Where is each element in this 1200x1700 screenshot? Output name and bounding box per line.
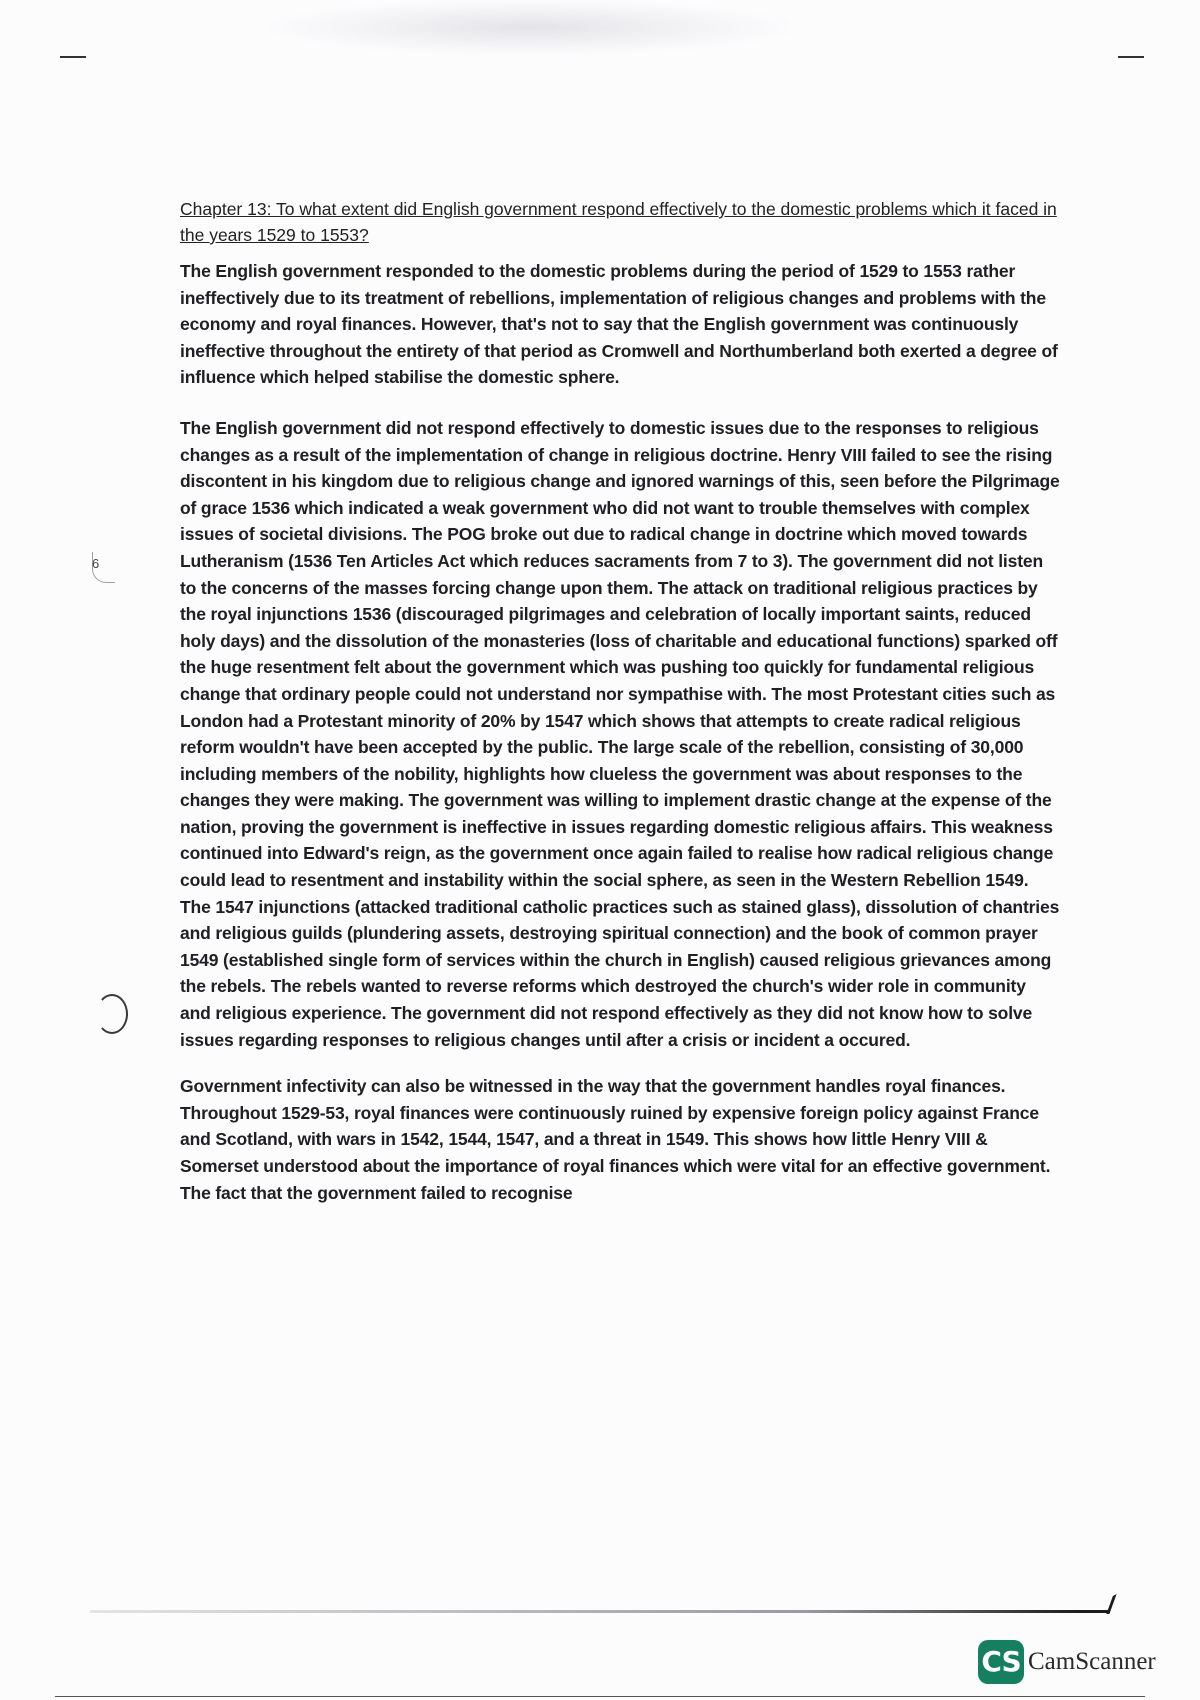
margin-note: 6	[92, 556, 100, 571]
crop-mark-left	[60, 56, 86, 58]
margin-circle-mark	[96, 994, 128, 1034]
camscanner-logo-icon: CS	[978, 1640, 1024, 1684]
crop-mark-right	[1118, 56, 1144, 58]
paragraph-religion: The English government did not respond effectively to domestic issues due to the responses to religious changes as a result of the implementation of change in religious doctrine. Henry VIII failed to see the rising discontent in his kingdom due to religious change and ignored warnings of this, seen before the Pilgrimage of grace 1536 which indicated a weak government who did not want to trouble themselves with complex issues of societal divisions. The POG broke out due to radical change in doctrine which moved towards Lutheranism (1536 Ten Articles Act which reduces sacraments from 7 to 3). The government did not listen to the concerns of the masses forcing change upon them. The attack on traditional religious practices by the royal injunctions 1536 (discouraged pilgrimages and celebration of locally important saints, reduced holy days) and the dissolution of the monasteries (loss of charitable and educational functions) sparked off the huge resentment felt about the government which was pushing too quickly for fundamental religious change that ordinary people could not understand nor sympathise with. The most Protestant cities such as London had a Protestant minority of 20% by 1547 which shows that attempts to create radical religious reform wouldn't have been accepted by the public. The large scale of the rebellion, consisting of 30,000 including members of the nobility, highlights how clueless the government was about responses to the changes they were making. The government was willing to implement drastic change at the expense of the nation, proving the government is ineffective in issues regarding domestic religious affairs. This weakness continued into Edward's reign, as the government once again failed to realise how radical religious change could lead to resentment and instability within the social sphere, as seen in the Western Rebellion 1549. The 1547 injunctions (attacked traditional catholic practices such as stained glass), dissolution of chantries and religious guilds (plundering assets, destroying spiritual connection) and the book of common prayer 1549 (established single form of services within the church in English) caused religious grievances among the rebels. The rebels wanted to reverse reforms which destroyed the church's wider role in community and religious experience. The government did not respond effectively as they did not know how to solve issues regarding responses to religious changes until after a crisis or incident a occured.	[180, 417, 1060, 1050]
camscanner-watermark	[978, 1640, 1156, 1684]
bottom-rule-tick	[1088, 1594, 1116, 1614]
paragraph-intro: The English government responded to the domestic problems during the period of 1529 to 1553 rather ineffectively due to its treatment of rebellions, implementation of religious changes and problems with the economy and royal finances. However, that's not to say that the English government was continuously ineffective throughout the entirety of that period as Cromwell and Northumberland both exerted a degree of influence which helped stabilise the domestic sphere.	[180, 261, 1058, 388]
scan-shadow	[270, 0, 790, 55]
paragraph-finances: Government infectivity can also be witnessed in the way that the government handles royal finances. Throughout 1529-53, royal finances were continuously ruined by expensive foreign policy against France and Scotland, with wars in 1542, 1544, 1547, and a threat in 1549. This shows how little Henry VIII & Somerset understood about the importance of royal finances which were vital for an effective government. The fact that the government failed to recognise	[180, 1076, 1051, 1203]
chapter-title: Chapter 13: To what extent did English government respond effectively to the domestic problems which it faced in the years 1529 to 1553?	[180, 199, 1057, 245]
document-body	[180, 196, 1060, 1230]
page-bottom-line	[55, 1696, 1145, 1697]
camscanner-label: CamScanner	[1028, 1648, 1156, 1675]
bottom-rule	[90, 1610, 1110, 1613]
